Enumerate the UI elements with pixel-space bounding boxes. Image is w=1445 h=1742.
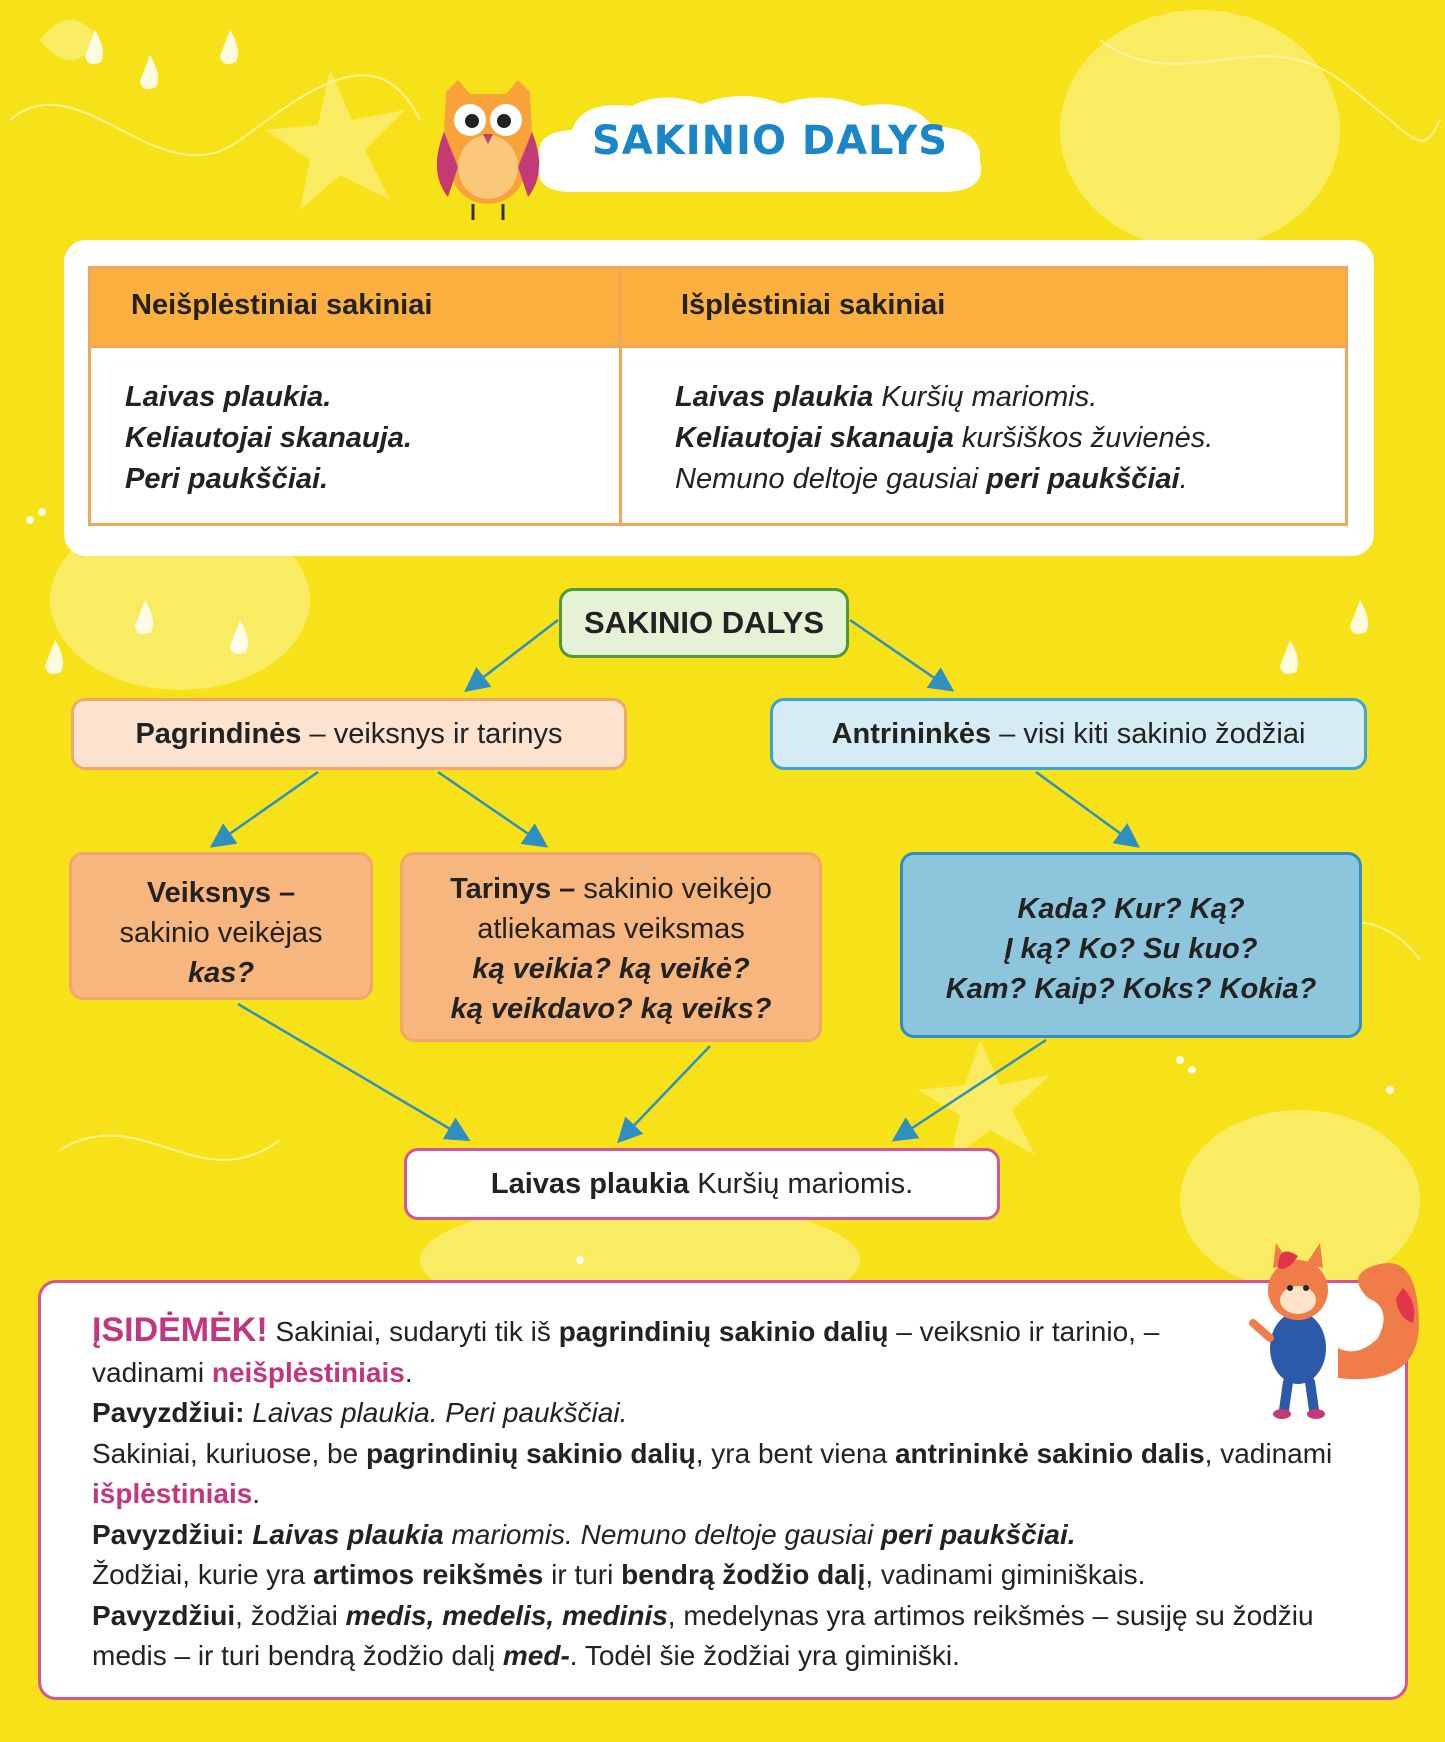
arrow-pagr-tar [438,772,540,842]
example-sentence-box: Laivas plaukia Kuršių mariomis. [404,1148,1000,1220]
arrow-antr-kl [1036,772,1132,842]
secondary-parts-box: Antrininkės – visi kiti sakinio žodžiai [770,698,1367,770]
arrow-root-right [850,620,946,686]
table-row: Peri paukščiai. [125,463,329,495]
squirrel-icon [1218,1228,1428,1428]
table-row: Laivas plaukia. [125,381,332,413]
predicate-box: Tarinys – sakinio veikėjo atliekamas veiksmas ką veikia? ką veikė? ką veikdavo? ką veiks? [400,852,822,1042]
table-row: Keliautojai skanauja kuršiškos žuvienės. [675,422,1214,454]
subject-box: Veiksnys – sakinio veikėjas kas? [69,852,373,1000]
arrow-root-left [472,620,558,686]
header-unexpanded: Neišplėstiniai sakiniai [131,289,433,321]
note-text: ĮSIDĖMĖK! Sakiniai, sudaryti tik iš pagrindinių sakinio dalių – veiksnio ir tarinio, – vadinami neišplėstiniais. Pavyzdžiui: Laivas plaukia. Peri paukščiai. Sakiniai, kuriuose, be pagrindinių sakinio dalių, yra bent viena antrininkė sakinio dalis, vadinami išplėstiniais. Pavyzdžiui: Laivas plaukia mariomis. Nemuno deltoje gausiai peri paukščiai. Žodžiai, kurie yra artimos reikšmės ir turi bendrą žodžio dalį, vadinami giminiškais. Pavyzdžiui, žodžiai medis, medelis, medinis, medelynas yra artimos reikšmės – susiję su žodžiu medis – ir turi bendrą žodžio dalį med-. Todėl šie žodžiai yra giminiški. [92,1311,1333,1671]
table-row: Nemuno deltoje gausiai peri paukščiai. [675,463,1188,495]
note-heading: ĮSIDĖMĖK! [92,1311,268,1349]
page-title: SAKINIO DALYS [591,118,949,164]
arrow-tar-ex [624,1046,710,1136]
main-parts-box: Pagrindinės – veiksnys ir tarinys [71,698,627,770]
arrow-kl-ex [900,1040,1046,1136]
diagram-root: SAKINIO DALYS [559,588,849,658]
table-row: Laivas plaukia Kuršių mariomis. [675,381,1098,413]
questions-box: Kada? Kur? Ką? Į ką? Ko? Su kuo? Kam? Kaip? Koks? Kokia? [900,852,1362,1038]
arrow-pagr-veik [218,772,318,842]
table-row: Keliautojai skanauja. [125,422,412,454]
header-expanded: Išplėstiniai sakiniai [681,289,946,321]
